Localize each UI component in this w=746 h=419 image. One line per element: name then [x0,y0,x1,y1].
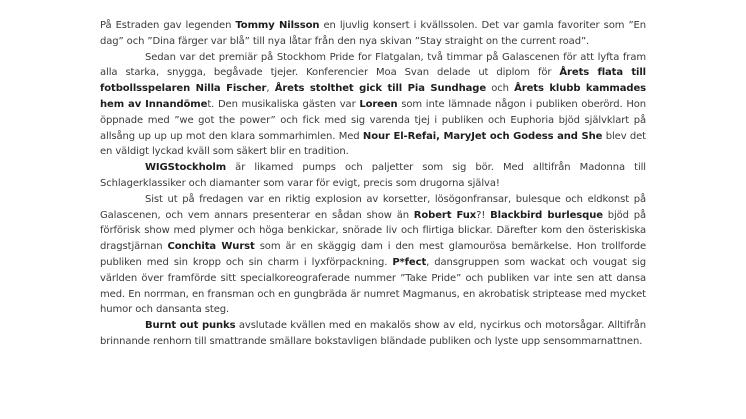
bold-text-run: Årets flata till fotbollsspelaren Nilla Fischer [100,67,646,95]
text-run: t. Den musikaliska gästen var [207,98,360,110]
text-run: , [266,83,275,95]
bold-text-run: Årets stolthet gick till Pia Sundhage [274,83,487,95]
bold-text-run: WIGStockholm [145,162,227,174]
bold-text-run: Burnt out punks [145,320,236,332]
text-run: bjöd på förförisk show med plymer och höga benkickar, snörade liv och flirtiga blickar. Därefter kom den österiskiska dragstjärnan [100,209,647,253]
text-run: ?! [476,209,491,221]
text-run: Sist ut på fredagen var en riktig explosion av korsetter, lösögonfransar, bulesque och eldkonst på Galascenen, och vem annars presenterar en sådan show än [100,193,646,221]
text-run: och [486,83,515,95]
text-run: avslutade kvällen med en makalös show av eld, nycirkus och motorsågar. Alltifrån brinnande renhorn till smattrande smällare bokstavligen bländade publiken och lyste upp sensommarnattnen. [100,320,646,347]
text-run: Sedan var det premiär på Stockhom Pride for Flatgalan, två timmar på Galascenen för att lyfta fram alla starka, snygga, begåvade tjejer. Konferencier Moa Svan delade ut diplom för [100,51,646,79]
bold-text-run: P*fect [392,256,427,268]
text-run: en ljuvlig konsert i kvällssolen. Det var gamla favoriter som ”En dag” och ”Dina färger var blå” till nya låtar från den nya skivan ”Stay straight on the current road”. [100,20,646,47]
bold-text-run: Blackbird burlesque [490,209,603,221]
article-paragraph [100,160,646,192]
bold-text-run: Årets klubb kammades hem av Innandöme [100,83,646,110]
article-body [100,18,646,350]
bold-text-run: Robert Fux [413,209,477,221]
bold-text-run: Conchita Wurst [167,241,255,253]
article-paragraph [100,192,646,318]
text-run: som är en skäggig dam i den mest glamourösa bemärkelse. Hon trollforde publiken med sin kropp och sin charm i lyxförpackning. [100,241,647,268]
text-run: , dansgruppen som wackat och vougat sig världen över framförde sitt specialkoreograferade nummer ”Take Pride” och publiken var inte sen att dansa med. En norrman, en fransman och en gungbräda är numret Magmanus, en akrobatisk striptease med mycket humor och dansanta steg. [100,256,646,316]
text-run: är likamed pumps och paljetter som sig bör. Med alltifrån Madonna till Schlagerklassiker och diamanter som varar för evigt, precis som drugorna själva! [100,162,646,189]
bold-text-run: Nour El-Refai, MaryJet och Godess and She [362,130,603,142]
article-paragraph [100,18,646,50]
bold-text-run: Tommy Nilsson [235,20,320,31]
bold-text-run: Loreen [359,98,398,110]
article-paragraph [100,50,646,161]
text-run: som inte lämnade någon i publiken oberörd. Hon öppnade med ”we got the power” och fick med sig varenda tjej i publiken och Euphoria bjöd självklart på allsång up up up mot den klara sommarhimlen. Med [100,98,646,142]
text-run: På Estraden gav legenden [100,20,236,31]
text-run: blev det en väldigt lyckad kväll som säkert blir en tradition. [100,130,646,158]
article-paragraph [100,318,646,350]
